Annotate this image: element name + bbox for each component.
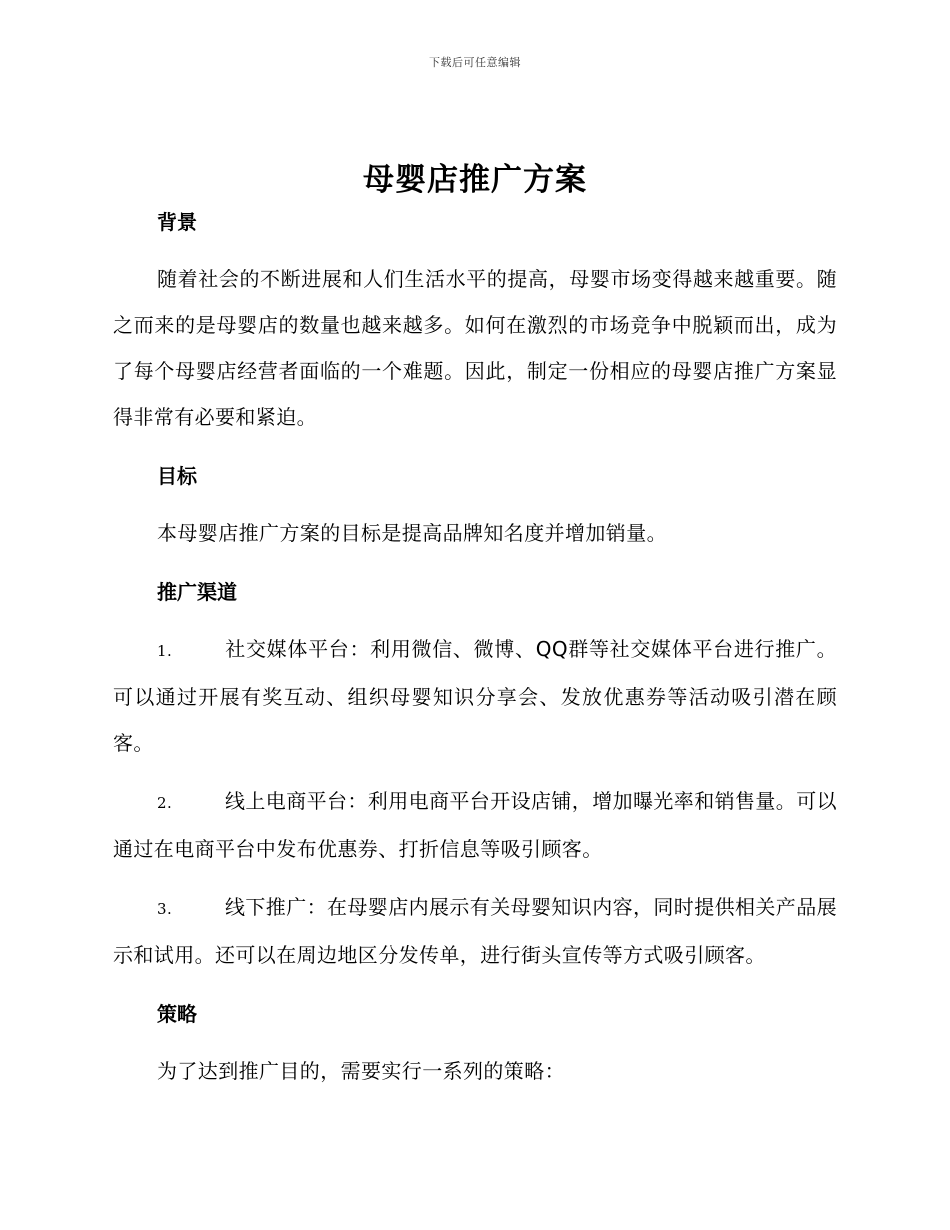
goal-paragraph: 本母婴店推广方案的目标是提高品牌知名度并增加销量。 [157, 521, 667, 545]
channel-item-text: 线下推广：在母婴店内展示有关母婴知识内容，同时提供相关产品展示和试用。还可以在周边地区分发传单，进行街头宣传等方式吸引顾客。 [113, 895, 837, 967]
header-note: 下载后可任意编辑 [429, 56, 521, 69]
document-body [113, 200, 837, 1094]
channel-item-text: 社交媒体平台：利用微信、微博、QQ群等社交媒体平台进行推广。可以通过开展有奖互动、组织母婴知识分享会、发放优惠券等活动吸引潜在顾客。 [113, 637, 837, 755]
section-heading-channels: 推广渠道 [157, 580, 237, 604]
channel-item-text: 线上电商平台：利用电商平台开设店铺，增加曝光率和销售量。可以通过在电商平台中发布优惠券、打折信息等吸引顾客。 [113, 789, 837, 861]
strategy-paragraph: 为了达到推广目的，需要实行一系列的策略： [157, 1059, 565, 1083]
channel-item-number: 2. [157, 794, 173, 812]
document-title: 母婴店推广方案 [363, 162, 587, 198]
section-heading-background: 背景 [157, 210, 197, 234]
section-heading-strategy: 策略 [157, 1002, 197, 1026]
channel-item-number: 3. [157, 900, 173, 918]
section-heading-goal: 目标 [157, 464, 197, 488]
background-paragraph: 随着社会的不断进展和人们生活水平的提高，母婴市场变得越来越重要。随之而来的是母婴店的数量也越来越多。如何在激烈的市场竞争中脱颖而出，成为了每个母婴店经营者面临的一个难题。因此，制定一份相应的母婴店推广方案显得非常有必要和紧迫。 [113, 267, 837, 429]
channel-item-2 [113, 778, 837, 872]
channel-item-number: 1. [157, 642, 173, 660]
channel-item-1 [113, 626, 837, 766]
channel-item-3 [113, 884, 837, 978]
